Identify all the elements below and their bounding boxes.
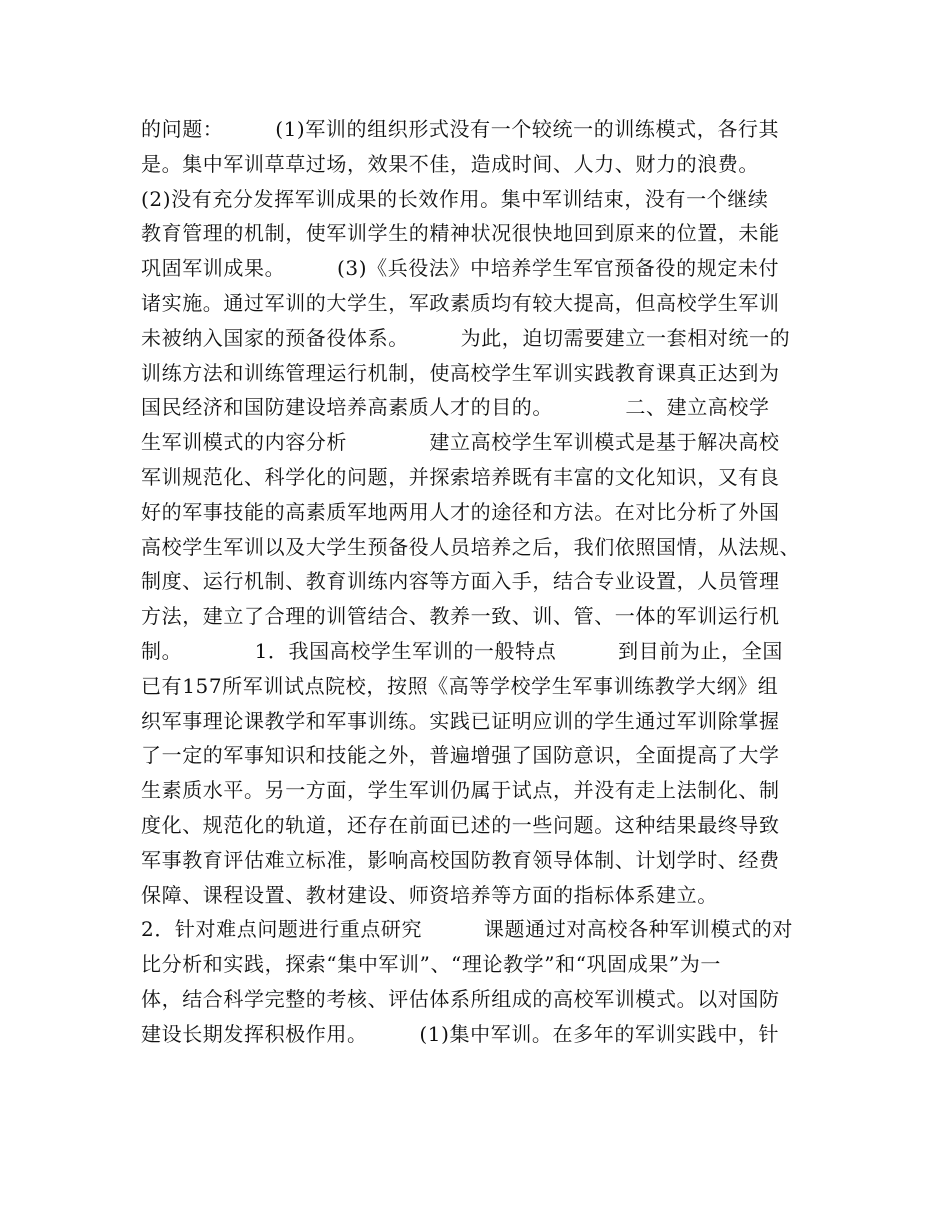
text-line-3: (2)没有充分发挥军训成果的长效作用。集中军训结束，没有一个继续 xyxy=(141,186,769,211)
text-line-23: 保障、课程设置、教材建设、师资培养等方面的指标体系建立。 xyxy=(141,882,718,907)
text-line-2: 是。集中军训草草过场，效果不佳，造成时间、人力、财力的浪费。 xyxy=(141,151,759,176)
text-line-17: 已有157所军训试点院校，按照《高等学校学生军事训练教学大纲》组 xyxy=(141,673,779,698)
text-line-12: 好的军事技能的高素质军地两用人才的途径和方法。在对比分析了外国 xyxy=(141,499,780,524)
text-line-18: 织军事理论课教学和军事训练。实践已证明应训的学生通过军训除掌握 xyxy=(141,708,780,733)
text-line-21: 度化、规范化的轨道，还存在前面已述的一些问题。这种结果最终导致 xyxy=(141,812,780,837)
text-line-13: 高校学生军训以及大学生预备役人员培养之后，我们依照国情，从法规、 xyxy=(141,534,801,559)
text-line-25: 比分析和实践，探索“集中军训”、“理论教学”和“巩固成果”为一 xyxy=(141,952,721,977)
text-line-15: 方法，建立了合理的训管结合、教养一致、训、管、一体的军训运行机 xyxy=(141,604,780,629)
body-text xyxy=(141,112,831,1052)
text-line-1: 的问题： (1)军训的组织形式没有一个较统一的训练模式，各行其 xyxy=(141,117,780,141)
text-line-4: 教育管理的机制，使军训学生的精神状况很快地回到原来的位置，未能 xyxy=(141,221,780,246)
text-line-26: 体，结合科学完整的考核、评估体系所组成的高校军训模式。以对国防 xyxy=(141,986,780,1011)
text-line-14: 制度、运行机制、教育训练内容等方面入手，结合专业设置，人员管理 xyxy=(141,569,780,594)
text-line-8: 训练方法和训练管理运行机制，使高校学生军训实践教育课真正达到为 xyxy=(141,360,780,385)
text-line-6: 诸实施。通过军训的大学生，军政素质均有较大提高，但高校学生军训 xyxy=(141,290,780,315)
text-line-22: 军事教育评估难立标准，影响高校国防教育领导体制、计划学时、经费 xyxy=(141,847,780,872)
text-line-10: 生军训模式的内容分析 建立高校学生军训模式是基于解决高校 xyxy=(141,430,780,455)
text-line-16: 制。 1．我国高校学生军训的一般特点 到目前为止，全国 xyxy=(141,638,783,663)
text-line-7: 未被纳入国家的预备役体系。 为此，迫切需要建立一套相对统一的 xyxy=(141,325,791,350)
text-line-20: 生素质水平。另一方面，学生军训仍属于试点，并没有走上法制化、制 xyxy=(141,778,780,803)
text-line-11: 军训规范化、科学化的问题，并探索培养既有丰富的文化知识，又有良 xyxy=(141,464,780,489)
text-line-24: 2．针对难点问题进行重点研究 课题通过对高校各种军训模式的对 xyxy=(141,917,793,942)
text-line-19: 了一定的军事知识和技能之外，普遍增强了国防意识，全面提高了大学 xyxy=(141,743,780,768)
text-line-5: 巩固军训成果。 (3)《兵役法》中培养学生军官预备役的规定未付 xyxy=(141,256,780,281)
text-line-27: 建设长期发挥积极作用。 (1)集中军训。在多年的军训实践中，针 xyxy=(141,1021,780,1046)
text-line-9: 国民经济和国防建设培养高素质人才的目的。 二、建立高校学 xyxy=(141,395,770,420)
